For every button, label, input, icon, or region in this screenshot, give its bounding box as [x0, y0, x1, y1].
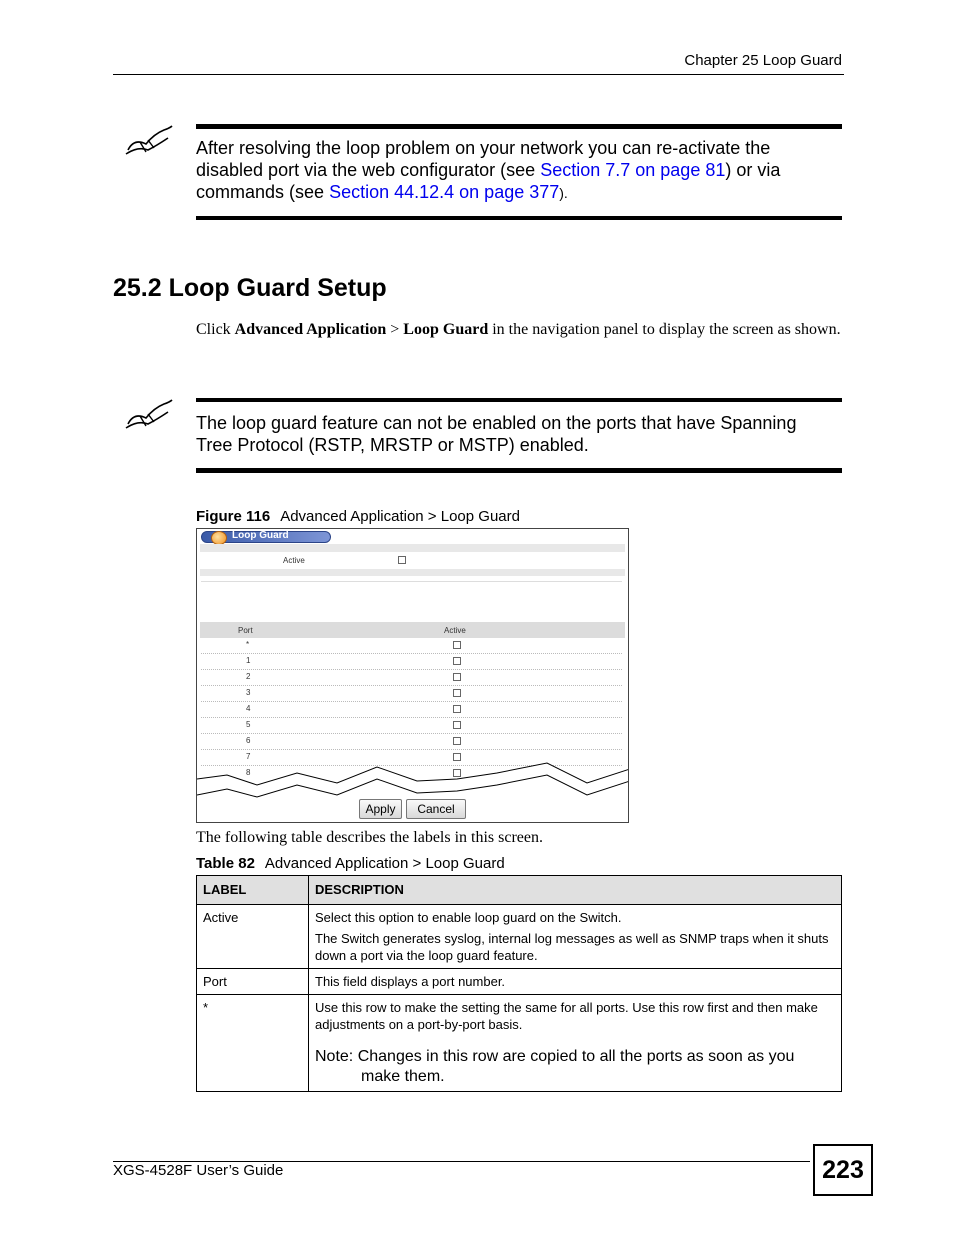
intro-part: > — [386, 321, 404, 338]
port-table-header — [200, 622, 625, 638]
labels-table — [196, 875, 842, 1092]
row-separator — [201, 717, 622, 718]
active-label: Active — [283, 556, 305, 565]
torn-edge — [197, 757, 629, 805]
intro-bold: Advanced Application — [234, 321, 387, 338]
apply-button[interactable]: Apply — [359, 799, 402, 819]
orange-ball-icon — [211, 531, 227, 545]
row-description — [309, 995, 842, 1092]
table-label: Table 82 — [196, 855, 255, 872]
header-label: LABEL — [197, 876, 309, 905]
intro-part: in the navigation panel to display the screen as shown. — [488, 321, 841, 338]
figure-label: Figure 116 — [196, 508, 271, 525]
port-active-checkbox[interactable] — [453, 705, 461, 713]
table-header-row — [197, 876, 842, 905]
page-number: 223 — [813, 1144, 873, 1196]
note-top-rule — [196, 124, 842, 129]
row-description — [309, 905, 842, 969]
port-row-label: 7 — [246, 752, 251, 761]
row-separator — [201, 653, 622, 654]
port-row-label: 1 — [246, 656, 251, 665]
after-figure-text: The following table describes the labels in this screen. — [196, 829, 544, 846]
description-line: Use this row to make the setting the same for all ports. Use this row first and then make adjustments on a port-by-port basis. — [315, 1000, 818, 1032]
port-active-checkbox[interactable] — [453, 673, 461, 681]
note-line: Note: Changes in this row are copied to all the ports as soon as you — [315, 1048, 795, 1065]
note-1-text — [196, 137, 836, 204]
row-separator — [201, 749, 622, 750]
port-active-checkbox[interactable] — [453, 689, 461, 697]
separator — [201, 581, 622, 582]
screen-band — [200, 544, 625, 552]
screen-title: Loop Guard — [232, 530, 289, 541]
note-1-part: ) or via commands (see — [196, 160, 781, 202]
port-active-checkbox[interactable] — [453, 737, 461, 745]
col-active: Active — [444, 626, 466, 635]
row-separator — [201, 669, 622, 670]
note-bottom-rule — [196, 216, 842, 220]
section-intro — [196, 319, 841, 340]
table-title: Advanced Application > Loop Guard — [264, 855, 505, 872]
active-checkbox[interactable] — [398, 556, 406, 564]
port-active-checkbox[interactable] — [453, 657, 461, 665]
port-row-label: 2 — [246, 672, 251, 681]
loop-guard-screenshot — [196, 528, 629, 823]
port-row-label: * — [246, 640, 250, 649]
note-line: make them. — [361, 1068, 445, 1085]
cancel-button[interactable]: Cancel — [406, 799, 466, 819]
note-hand-icon — [124, 398, 174, 434]
table-row — [197, 995, 842, 1092]
port-active-checkbox[interactable] — [453, 641, 461, 649]
footer-guide-title: XGS-4528F User’s Guide — [113, 1162, 284, 1179]
port-row-label: 5 — [246, 720, 251, 729]
header-description: DESCRIPTION — [309, 876, 842, 905]
note-bottom-rule — [196, 468, 842, 473]
figure-caption — [196, 508, 520, 525]
link-section-44-12-4[interactable]: Section 44.12.4 on page 377 — [329, 182, 560, 202]
col-port: Port — [238, 626, 253, 635]
section-heading: 25.2 Loop Guard Setup — [113, 274, 387, 302]
screen-band — [200, 569, 625, 576]
port-row-label: 4 — [246, 704, 251, 713]
note-1-part: ). — [559, 185, 568, 201]
port-active-checkbox[interactable] — [453, 721, 461, 729]
running-header: Chapter 25 Loop Guard — [684, 52, 842, 69]
intro-part: Click — [196, 321, 235, 338]
port-row-label: 8 — [246, 768, 251, 777]
table-note — [315, 1047, 835, 1087]
note-top-rule — [196, 398, 842, 402]
row-separator — [201, 701, 622, 702]
intro-bold: Loop Guard — [403, 321, 489, 338]
row-separator — [201, 733, 622, 734]
table-row — [197, 905, 842, 969]
row-label: Active — [197, 905, 309, 969]
row-description: This field displays a port number. — [309, 969, 842, 995]
table-row — [197, 969, 842, 995]
description-line: Select this option to enable loop guard on the Switch. — [315, 910, 622, 925]
note-2-text: The loop guard feature can not be enabled on the ports that have Spanning Tree Protocol (RSTP, MRSTP or MSTP) enabled. — [196, 413, 797, 455]
figure-title: Advanced Application > Loop Guard — [280, 508, 520, 525]
row-separator — [201, 685, 622, 686]
table-caption — [196, 855, 505, 872]
port-row-label: 3 — [246, 688, 251, 697]
row-label: Port — [197, 969, 309, 995]
link-section-7-7[interactable]: Section 7.7 on page 81 — [540, 160, 726, 180]
header-rule — [113, 74, 844, 75]
row-label: * — [197, 995, 309, 1092]
note-1-part: After resolving the loop problem on your network you can re-activate the disabled port via the web configurator (see — [196, 138, 771, 180]
note-hand-icon — [124, 124, 174, 160]
port-row-label: 6 — [246, 736, 251, 745]
description-line: The Switch generates syslog, internal log messages as well as SNMP traps when it shuts down a port via the loop guard feature. — [315, 931, 829, 963]
